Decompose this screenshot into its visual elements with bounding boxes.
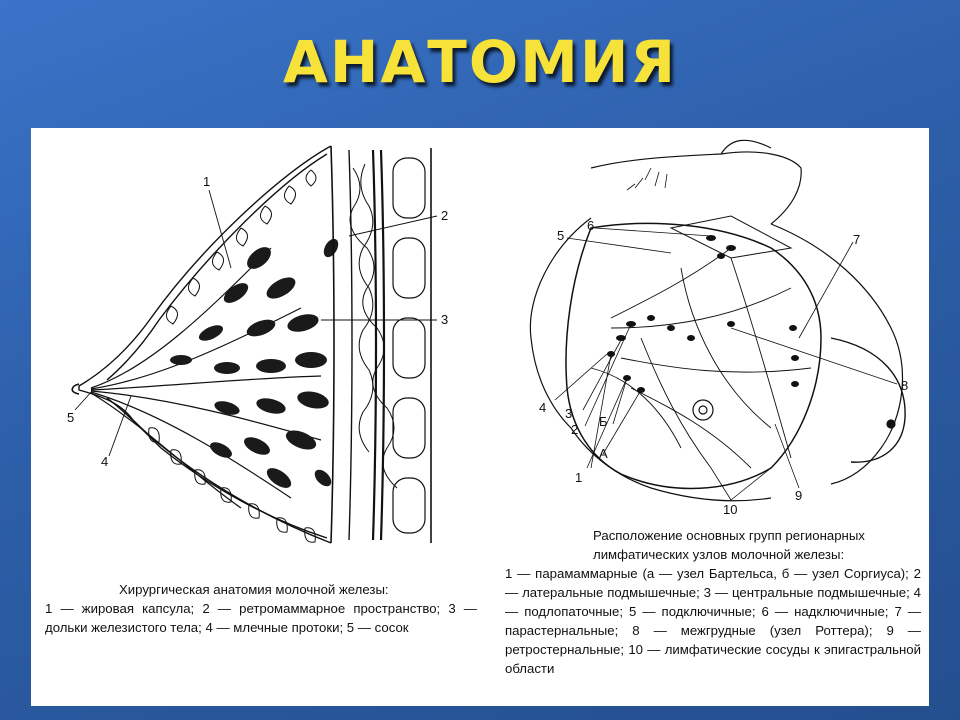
left-caption: [45, 580, 477, 637]
left-label-3: 3: [441, 312, 449, 327]
right-label-b: Б: [599, 414, 608, 429]
left-caption-title: Хирургическая анатомия молочной железы:: [119, 582, 389, 597]
right-label-2: 2: [571, 422, 579, 437]
right-caption: [505, 526, 921, 678]
left-label-4: 4: [101, 454, 109, 469]
right-label-3: 3: [565, 406, 573, 421]
right-label-10: 10: [723, 502, 738, 517]
right-figure-labels: [539, 218, 908, 517]
right-label-5: 5: [557, 228, 565, 243]
left-caption-body: 1 — жировая капсула; 2 — ретромаммарное пространство; 3 — дольки железистого тела; 4 — млечные протоки; 5 — сосок: [45, 601, 477, 635]
right-label-a: А: [599, 446, 608, 461]
right-label-4: 4: [539, 400, 547, 415]
lymph-node-torso: [530, 140, 905, 500]
left-label-1: 1: [203, 174, 211, 189]
right-caption-body: 1 — парамаммарные (а — узел Бартельса, б — узел Соргиуса); 2 — латеральные подмышечные; 3 — центральные подмышечные; 4 — подлопаточные; 5 — подключичные; 6 — надключичные; 7 — парастернальные; 8 — межгрудные (узел Роттера); 9 — ретростернальные; 10 — лимфатические сосуды к эпигастральной области: [505, 566, 921, 676]
right-label-6: 6: [587, 218, 595, 233]
left-figure-labels: [67, 174, 448, 469]
slide-title: АНАТОМИЯ: [282, 28, 678, 96]
left-label-5: 5: [67, 410, 75, 425]
right-label-7: 7: [853, 232, 861, 247]
breast-cross-section: [72, 146, 437, 543]
right-label-8: 8: [901, 378, 909, 393]
figure-panel: [31, 128, 929, 706]
right-label-1: 1: [575, 470, 583, 485]
left-label-2: 2: [441, 208, 449, 223]
right-caption-title: Расположение основных групп регионарных лимфатических узлов молочной железы:: [593, 528, 865, 562]
right-label-9: 9: [795, 488, 803, 503]
